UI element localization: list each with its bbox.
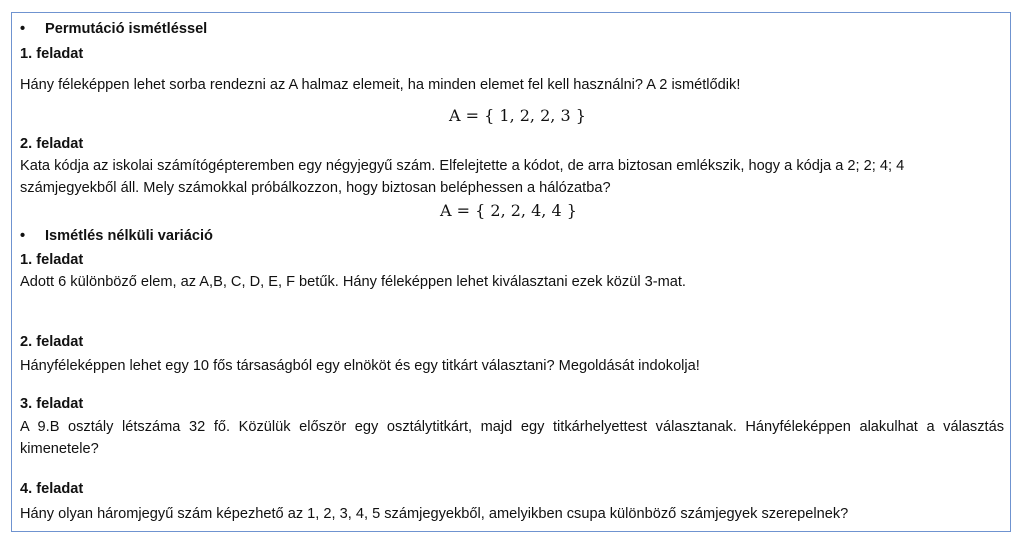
section-heading-variation: [20, 227, 213, 245]
task-label: 1. feladat: [20, 252, 84, 268]
section-title: Permutáció ismétléssel: [45, 21, 208, 37]
task-text: Hány olyan háromjegyű szám képezhető az 1, 2, 3, 4, 5 számjegyekből, amelyikben csupa különböző számjegyek szerepelnek?: [20, 506, 849, 522]
task-label: 4. feladat: [20, 481, 84, 497]
task-label: 3. feladat: [20, 396, 84, 412]
task-label: 2. feladat: [20, 334, 84, 350]
section-title: Ismétlés nélküli variáció: [45, 228, 213, 244]
task-text-line2: számjegyekből áll. Mely számokkal próbálkozzon, hogy biztosan beléphessen a hálózatba?: [20, 180, 611, 196]
section-heading-permutation: [20, 20, 207, 38]
set-formula: A = { 2, 2, 4, 4 }: [440, 201, 577, 220]
task-text: Hány féleképpen lehet sorba rendezni az A halmaz elemeit, ha minden elemet fel kell használni? A 2 ismétlődik!: [20, 77, 741, 93]
task-label: 2. feladat: [20, 136, 84, 152]
set-formula: A = { 1, 2, 2, 3 }: [449, 106, 586, 125]
task-text: A 9.B osztály létszáma 32 fő. Közülük először egy osztálytitkárt, majd egy titkárhelyettest választanak. Hányféleképpen alakulhat a választás kimenetele?: [20, 419, 1004, 457]
task-label: 1. feladat: [20, 46, 84, 62]
task-text: Hányféleképpen lehet egy 10 fős társaságból egy elnököt és egy titkárt választani? Megoldását indokolja!: [20, 358, 700, 374]
task-text: Adott 6 különböző elem, az A,B, C, D, E, F betűk. Hány féleképpen lehet kiválasztani ezek közül 3-mat.: [20, 274, 686, 290]
task-text-line1: Kata kódja az iskolai számítógépteremben egy négyjegyű szám. Elfelejtette a kódot, de arra biztosan emlékszik, hogy a kódja a 2; 2; 4; 4: [20, 158, 905, 174]
bullet-icon: •: [20, 228, 26, 244]
bullet-icon: •: [20, 21, 26, 37]
